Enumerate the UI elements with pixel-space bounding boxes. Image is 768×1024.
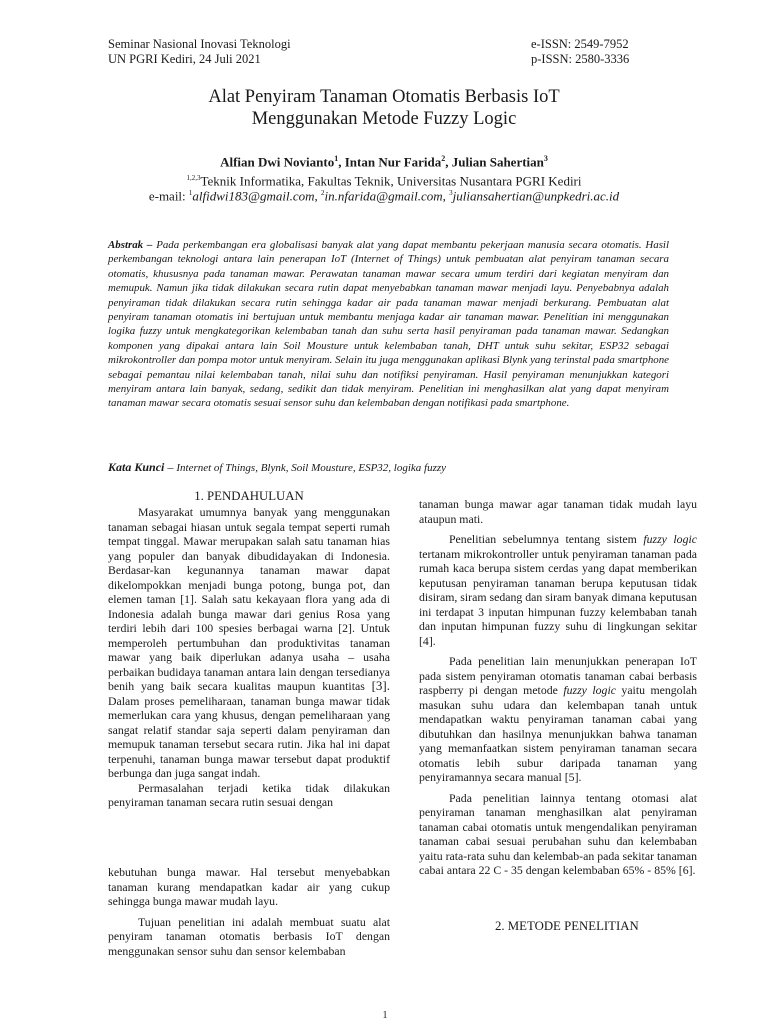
author-3: Julian Sahertian [451, 154, 544, 170]
emphasis: fuzzy logic [643, 532, 697, 546]
email-1-sup: 1 [188, 189, 193, 197]
seminar-name: Seminar Nasional Inovasi Teknologi [108, 37, 291, 51]
author-2-sup: 2 [441, 154, 446, 163]
paragraph: Tujuan penelitian ini adalah membuat suatu alat penyiram tanaman otomatis berbasis IoT dengan menggunakan sensor suhu dan sensor kelembaban [108, 914, 390, 958]
email-3: juliansahertian@unpkedri.ac.id [452, 188, 620, 204]
paragraph-text: Masyarakat umumnya banyak yang menggunakan tanaman sebagai hiasan untuk segala tempat seperti rumah tempat tinggal. Mawar merupakan salah satu tanaman hias yang populer dan banyak dibudidayakan di Indonesia. Berdasar-kan kegunannya tanaman mawar dapat dikelompokkan menjadi bunga potong, bunga pot, dan elemen taman [1]. Salah satu kekayaan flora yang ada di Indonesia adalah bunga mawar dari genius Rosa yang terdiri lebih dari 100 spesies berbagai warna [2]. Untuk memperoleh pertumbuhan dan produktivitas tanaman mawar yang baik diperlukan adanya usaha – usaha perbaikan budidaya tanaman antara lain dengan tersedianya benih yang baik secara kualitas maupun kuantitas [108, 505, 390, 693]
author-3-sup: 3 [543, 154, 548, 163]
e-issn: e-ISSN: 2549-7952 [531, 37, 629, 51]
email-line [0, 186, 768, 203]
paragraph: kebutuhan bunga mawar. Hal tersebut menyebabkan tanaman kurang mendapatkan kadar air yang cukup sehingga bunga mawar mudah layu. [108, 865, 390, 908]
author-2: Intan Nur Farida [344, 154, 442, 170]
abstract [108, 238, 669, 411]
abstract-label: Abstrak – [108, 239, 153, 251]
journal-header-right [531, 37, 629, 67]
paragraph-text: tertanam mikrokontroller untuk penyiraman tanaman pada rumah kaca berupa sistem cerdas yang dapat memberikan keputusan penyiraman tanaman berupa keputusan tidak disiram, siram sedang dan siram banyak dimana keputusan ini terdapat 3 inputan himpunan fuzzy kelembaban tanah dan inputan himpunan fuzzy suhu di lingkungan sekitar [4]. [419, 546, 697, 648]
paragraph: Pada penelitian lainnya tentang otomasi alat penyiraman tanaman menghasilkan alat penyiraman tanaman cabai otomatis untuk mengendalikan penyiraman tanaman cabai sesuai perubahan suhu dan kelembaban yaitu rata-rata suhu dan kelembab-an pada sekitar tanaman cabai antara 22 C - 35 dengan kelembaban 65% - 85% [6]. [419, 790, 697, 877]
author-separator: , [338, 154, 345, 170]
emphasis: fuzzy logic [563, 683, 616, 697]
paragraph [108, 505, 390, 781]
title-line-1: Alat Penyiram Tanaman Otomatis Berbasis IoT [208, 87, 560, 107]
seminar-date: UN PGRI Kediri, 24 Juli 2021 [108, 52, 261, 66]
paragraph-text: yaitu mengolah masukan suhu udara dan kelembapan tanah untuk mendapatkan waktu penyiraman tanaman cabai yang dibutuhkan dan hasilnya menunjukkan bahwa tanaman yang memanfaatkan sistem penyiraman tanaman secara otomatis lebih subur daripada tanaman yang penyiramannya secara manual [5]. [419, 683, 697, 784]
keywords-label: Kata Kunci [108, 460, 165, 474]
left-column-text [108, 505, 390, 810]
author-1: Alfian Dwi Novianto [220, 154, 335, 170]
keywords-dash: – [164, 460, 177, 474]
keywords-text: Internet of Things, Blynk, Soil Mousture, ESP32, logika fuzzy [176, 462, 447, 474]
citation: [3]. [371, 678, 390, 693]
paragraph-text: Dalam proses pemeliharaan, tanaman bunga mawar tidak memerlukan cara yang khusus, dengan pemeliharaan yang sangat relatif standar saja seperti dalam penyiraman dan memupuk tanaman tersebut secara rutin. Jika hal ini dapat terpenuhi, tanaman bunga mawar tersebut dapat produktif berbunga dan juga sangat indah. [108, 693, 390, 780]
right-column-text [419, 497, 697, 878]
paper-title [0, 86, 768, 130]
journal-header-left [108, 37, 291, 67]
keywords [108, 460, 669, 475]
email-1: alfidwi183@gmail.com [192, 188, 315, 204]
email-2: in.nfarida@gmail.com [324, 188, 443, 204]
affiliation-sup: 1,2,3 [186, 174, 201, 182]
page-number: 1 [382, 1010, 388, 1021]
section-heading-introduction: 1. PENDAHULUAN [194, 489, 304, 503]
author-separator: , [445, 154, 452, 170]
paragraph [419, 654, 697, 785]
paragraph [419, 532, 697, 648]
paragraph: Permasalahan terjadi ketika tidak dilakukan penyiraman tanaman secara rutin sesuai dengan [108, 780, 390, 809]
email-label: e-mail: [148, 188, 189, 204]
affiliation-text: Teknik Informatika, Fakultas Teknik, Universitas Nusantara PGRI Kediri [200, 173, 582, 189]
email-separator: , [314, 188, 322, 204]
email-separator: , [442, 188, 450, 204]
paragraph: tanaman bunga mawar agar tanaman tidak mudah layu ataupun mati. [419, 497, 697, 526]
abstract-text: Pada perkembangan era globalisasi banyak alat yang dapat membantu pekerjaan manusia secara otomatis. Hasil perkembangan teknologi antara lain penerapan IoT (Internet of Things) untuk pembuatan alat penyiram tanaman secara otomatis, khususnya pada tanaman mawar. Perawatan tanaman mawar secara umum terdiri dari kegiatan menyiram dan memupuk. Namun jika tidak dilakukan secara rutin dapat menyebabkan tanaman mawar menjadi layu. Penyebabnya adalah penyiraman tidak dilakukan secara rutin sehingga kadar air pada tanaman mawar menjadi berkurang. Pembuatan alat penyiram tanaman otomatis ini bertujuan untuk membantu menjaga kadar air tanaman mawar. Penelitian ini menggunakan logika fuzzy untuk mengkategorikan kelembaban tanah dan suhu serta hasil penyiraman pada tanaman mawar. Sedangkan komponen yang dipakai antara lain Soil Mousture untuk kelembaban tanah, DHT untuk suhu sekitar, ESP32 sebagai mikrokontroller dan pompa motor untuk menyiram. Selain itu juga menggunakan aplikasi Blynk yang terinstal pada smartphone sebagai pemantau nilai kelembaban tanah, nilai suhu dan notifiksi penyiraman. Hasil penyiraman menunjukkan kategori menyiram antara lain banyak, sedang, sedikit dan tidak menyiram. Penelitian ini menghasilkan alat yang dapat menyiram tanaman mawar secara otomatis sesuai sensor suhu dan kelembaban dengan notifikasi pada smartphone. [108, 239, 669, 410]
left-column-text-continued [108, 865, 390, 958]
paragraph-text: Penelitian sebelumnya tentang sistem [449, 532, 644, 546]
email-3-sup: 3 [449, 189, 453, 197]
p-issn: p-ISSN: 2580-3336 [531, 52, 630, 66]
title-line-2: Menggunakan Metode Fuzzy Logic [251, 109, 517, 129]
email-2-sup: 2 [321, 189, 325, 197]
section-heading-methods: 2. METODE PENELITIAN [495, 919, 639, 933]
author-1-sup: 1 [334, 154, 339, 163]
author-list [0, 154, 768, 170]
paragraph-text: Pada penelitian lain menunjukkan penerapan IoT pada sistem penyiraman otomatis tanaman cabai berbasis raspberry pi dengan metode [419, 654, 697, 697]
